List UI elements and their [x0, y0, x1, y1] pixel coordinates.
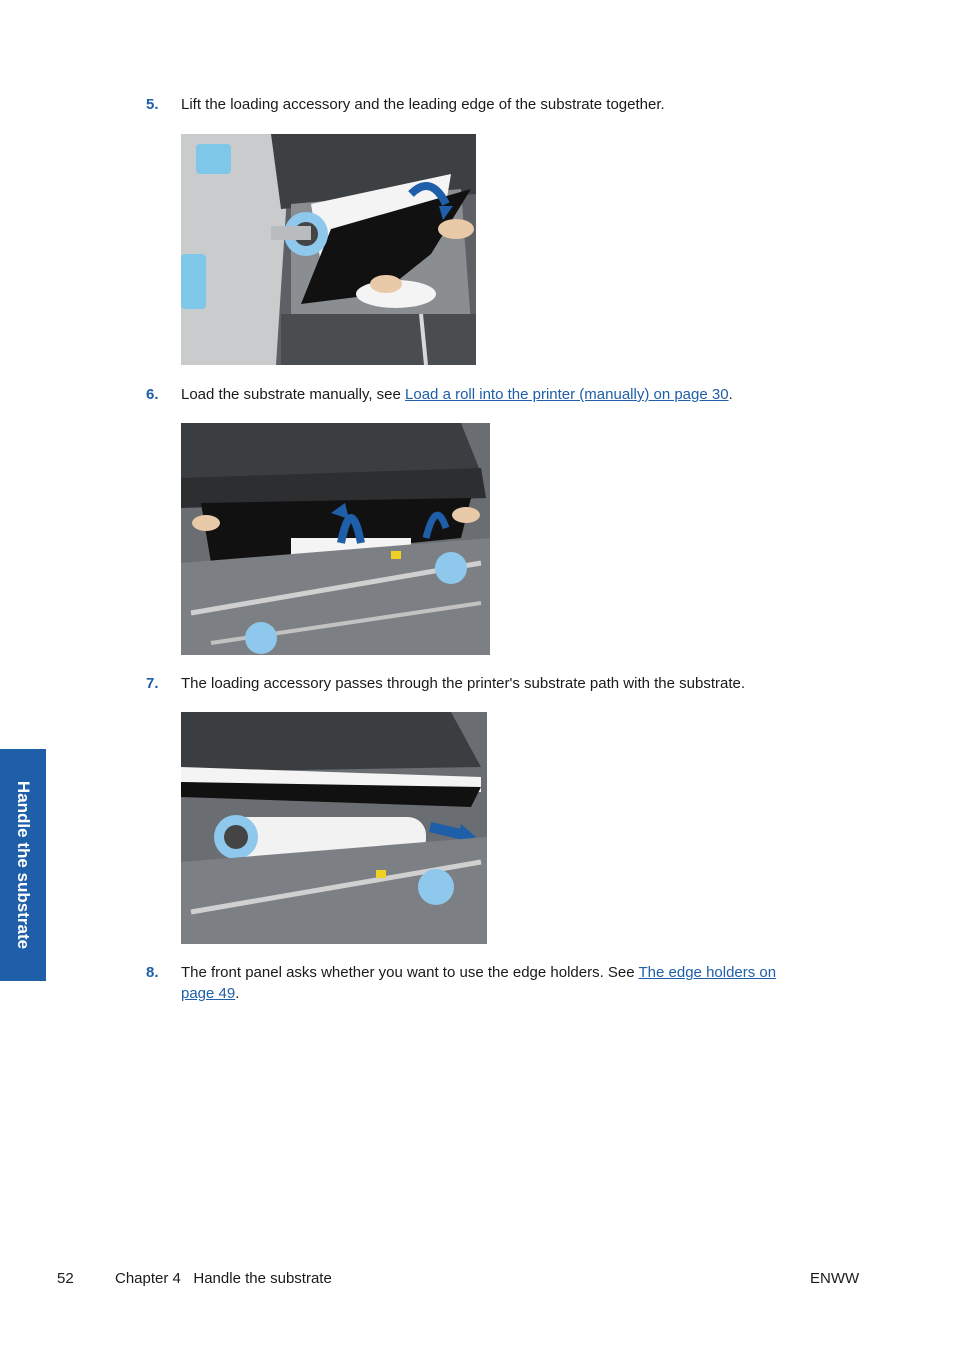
step-text: The loading accessory passes through the printer's substrate path with the substrate. [181, 675, 746, 692]
link-load-roll-manually[interactable]: Load a roll into the printer (manually) on page 30 [405, 386, 729, 403]
step-text-before: Load the substrate manually, see [181, 386, 406, 403]
figure-lift-loading-accessory [181, 134, 476, 365]
footer-enww: ENWW [810, 1270, 860, 1287]
step-text [181, 962, 781, 1004]
link-edge-holders[interactable]: The edge holders on page 49 [181, 964, 777, 1002]
footer-chapter: Chapter 4 Handle the substrate [115, 1270, 332, 1287]
figure-load-substrate-manually [181, 423, 490, 655]
step-text-after: . [728, 386, 733, 403]
step-text-after: . [235, 985, 240, 1002]
side-tab-label: Handle the substrate [14, 780, 33, 950]
footer-page-number: 52 [57, 1270, 74, 1287]
step-text [181, 384, 801, 405]
step-number: 5. [146, 96, 159, 113]
step-number: 6. [146, 386, 159, 403]
step-number: 8. [146, 964, 159, 981]
chapter-side-tab [0, 749, 46, 981]
step-text-before: The front panel asks whether you want to use the edge holders. See [181, 964, 639, 981]
step-text: Lift the loading accessory and the leading edge of the substrate together. [181, 96, 665, 113]
step-number: 7. [146, 675, 159, 692]
figure-substrate-path [181, 712, 487, 944]
